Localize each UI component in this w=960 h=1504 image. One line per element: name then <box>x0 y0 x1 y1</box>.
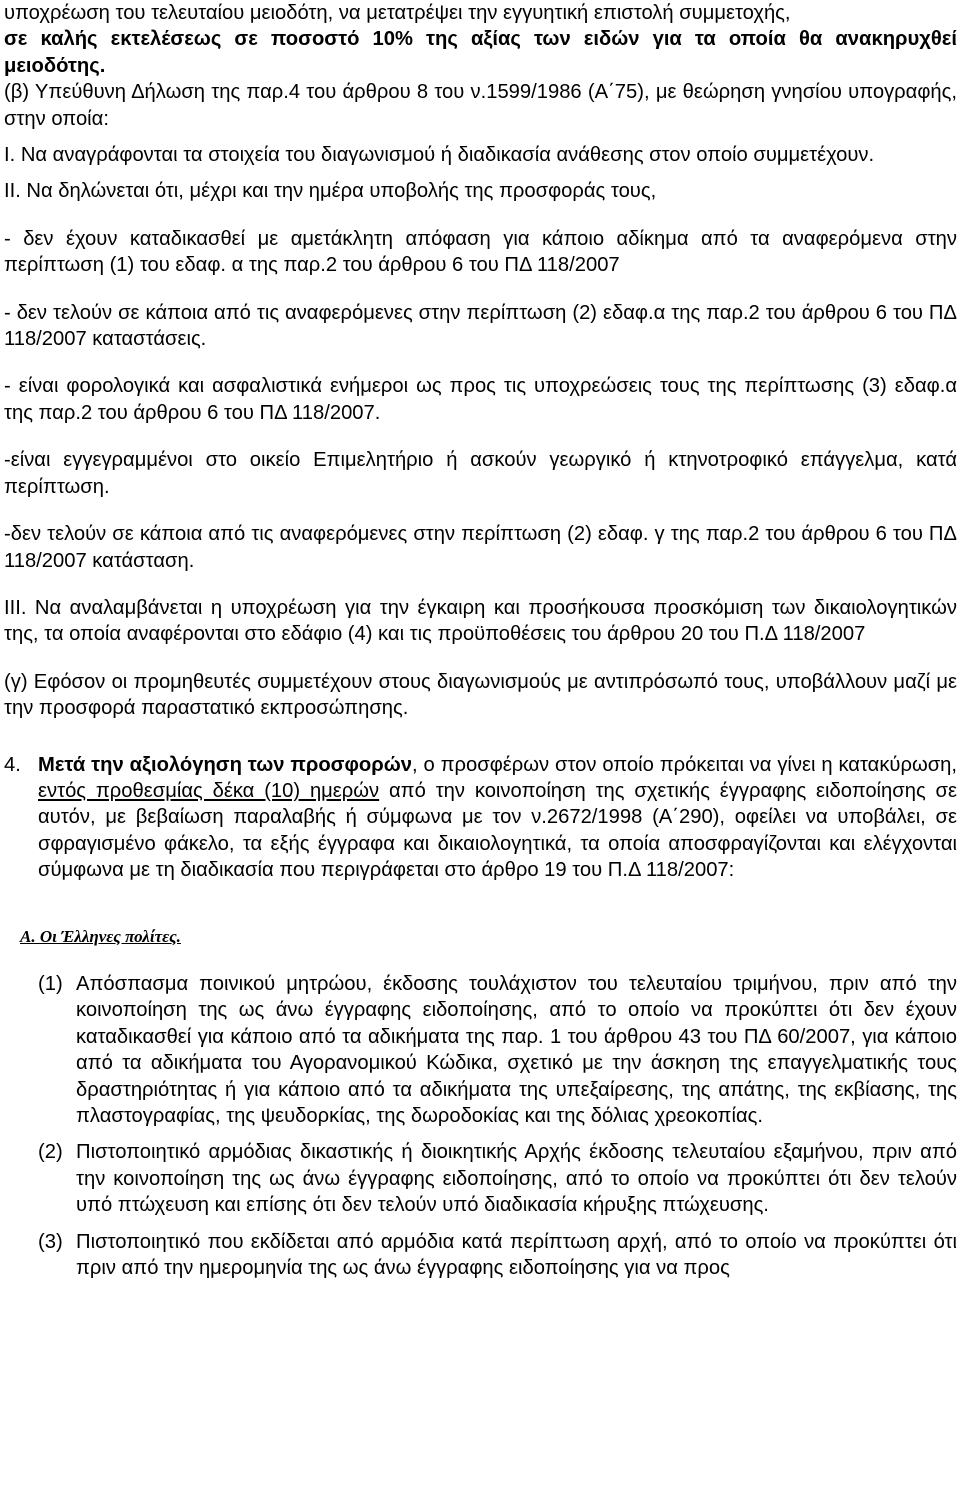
item-4-body <box>38 752 957 884</box>
item-4-bold-lead: Μετά την αξιολόγηση των προσφορών <box>38 753 413 776</box>
point-i-paragraph: Ι. Να αναγράφονται τα στοιχεία του διαγωνισμού ή διαδικασία ανάθεσης στον οποίο συμμετέχουν. <box>4 144 875 167</box>
list-a-item-2 <box>4 1139 957 1218</box>
item-4-text-b: από την κοινοποίηση της σχετικής έγγραφης ειδοποίησης σε αυτόν, με βεβαίωση παραλαβής ή σύμφωνα με τον ν.2672/1998 (Α΄290), οφείλει να υποβάλει, σε σφραγισμένο φάκελο, τα εξής έγγραφα και δικαιολογητικά, τα οποία αποσφραγίζονται και ελέγχονται σύμφωνα με τη διαδικασία που περιγράφεται στο άρθρο 19 του Π.Δ 118/2007: <box>38 779 958 882</box>
point-ii-bullet-2: - δεν τελούν σε κάποια από τις αναφερόμενες στην περίπτωση (2) εδαφ.α της παρ.2 του άρθρου 6 του ΠΔ 118/2007 καταστάσεις. <box>4 301 957 351</box>
list-a-item-3-number: (3) <box>38 1230 63 1253</box>
document-page <box>4 0 957 1281</box>
point-ii-bullet-1: - δεν έχουν καταδικασθεί με αμετάκλητη απόφαση για κάποιο αδίκημα από τα αναφερόμενα στην περίπτωση (1) του εδαφ. α της παρ.2 του άρθρου 6 του ΠΔ 118/2007 <box>4 227 957 277</box>
list-a-item-2-text: Πιστοποιητικό αρμόδιας δικαστικής ή διοικητικής Αρχής έκδοσης τελευταίου εξαμήνου, πριν από την κοινοποίηση της ως άνω έγγραφης ειδοποίησης, από το οποίο να προκύπτει ότι δεν τελούν υπό πτώχευση και επίσης ότι δεν τελούν υπό διαδικασία κήρυξης πτώχευσης. <box>76 1141 957 1217</box>
section-b-paragraph: (β) Υπεύθυνη Δήλωση της παρ.4 του άρθρου 8 του ν.1599/1986 (Α΄75), με θεώρηση γνησίου υπογραφής, στην οποία: <box>4 81 957 130</box>
point-iii-paragraph: ΙΙΙ. Να αναλαμβάνεται η υποχρέωση για την έγκαιρη και προσήκουσα προσκόμιση των δικαιολογητικών της, τα οποία αναφέρονται στο εδάφιο (4) και τις προϋποθέσεις του άρθρου 20 του Π.Δ 118/2007 <box>4 596 957 646</box>
point-ii-bullet-4: -είναι εγγεγραμμένοι στο οικείο Επιμελητήριο ή ασκούν γεωργικό ή κτηνοτροφικό επάγγελμα, κατά περίπτωση. <box>4 449 957 498</box>
item-4-number: 4. <box>4 753 21 776</box>
intro-line: υποχρέωση του τελευταίου μειοδότη, να μετατρέψει την εγγυητική επιστολή συμμετοχής, <box>4 2 791 24</box>
list-a-item-1-text: Απόσπασμα ποινικού μητρώου, έκδοσης τουλάχιστον του τελευταίου τριμήνου, πριν από την κοινοποίηση της ως άνω έγγραφης ειδοποίησης, από το οποίο να προκύπτει ότι δεν έχουν καταδικασθεί για κάποιο από τα αδικήματα της παρ. 1 του άρθρου 43 του ΠΔ 60/2007, για κάποιο από τα αδικήματα του Αγορανομικού Κώδικα, σχετικό με την άσκηση της επαγγελματικής τους δραστηριότητας ή για κάποιο από τα αδικήματα της υπεξαίρεσης, της απάτης, της εκβίασης, της πλαστογραφίας, της ψευδορκίας, της δωροδοκίας και της δόλιας χρεοκοπίας. <box>76 972 957 1127</box>
list-a-item-2-number: (2) <box>38 1141 63 1164</box>
list-a-item-1 <box>4 971 957 1129</box>
list-a-item-1-number: (1) <box>38 972 63 995</box>
point-ii-bullet-3: - είναι φορολογικά και ασφαλιστικά ενήμεροι ως προς τις υποχρεώσεις τους της περίπτωσης (3) εδαφ.α της παρ.2 του άρθρου 6 του ΠΔ 118/2007. <box>4 375 957 424</box>
item-4-deadline: εντός προθεσμίας δέκα (10) ημερών <box>38 779 380 802</box>
item-4-text-a: , ο προσφέρων στον οποίο πρόκειται να γίνει η κατακύρωση, <box>412 753 957 776</box>
list-a-item-3-text: Πιστοποιητικό που εκδίδεται από αρμόδια κατά περίπτωση αρχή, από το οποίο να προκύπτει ότι πριν από την ημερομηνία της ως άνω έγγραφης ειδοποίησης για να προς <box>76 1230 957 1280</box>
section-c-paragraph: (γ) Εφόσον οι προμηθευτές συμμετέχουν στους διαγωνισμούς με αντιπρόσωπό τους, υποβάλλουν μαζί με την προσφορά παραστατικό εκπροσώπησης. <box>4 670 957 720</box>
list-a-item-3 <box>4 1229 957 1282</box>
intro-bold-text: σε καλής εκτελέσεως σε ποσοστό 10% της αξίας των ειδών για τα οποία θα ανακηρυχθεί μειοδότης. <box>4 28 957 77</box>
section-a-heading: Α. Οι Έλληνες πολίτες. <box>20 926 181 946</box>
item-4-paragraph <box>4 752 957 884</box>
point-ii-bullet-5: -δεν τελούν σε κάποια από τις αναφερόμενες στην περίπτωση (2) εδαφ. γ της παρ.2 του άρθρου 6 του ΠΔ 118/2007 κατάσταση. <box>4 523 957 572</box>
point-ii-paragraph: ΙΙ. Να δηλώνεται ότι, μέχρι και την ημέρα υποβολής της προσφοράς τους, <box>4 180 657 203</box>
intro-bold-line <box>4 26 957 79</box>
